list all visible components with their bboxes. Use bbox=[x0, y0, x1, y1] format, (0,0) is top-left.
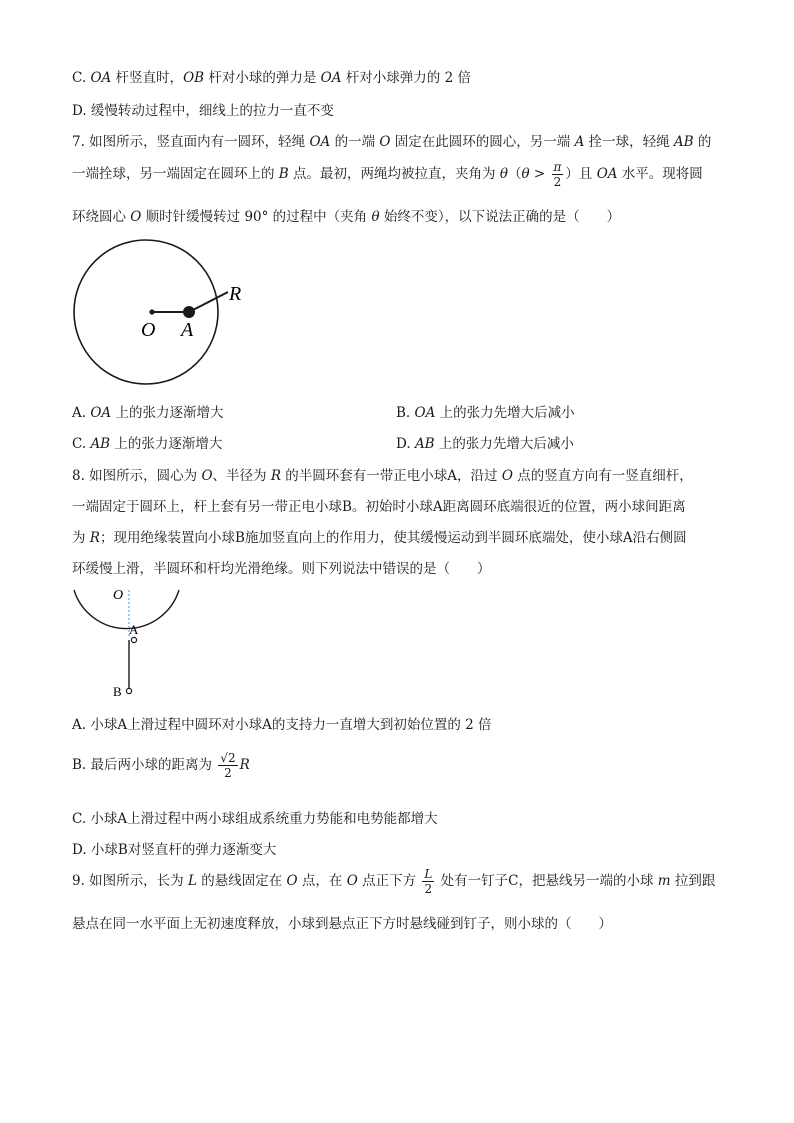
q6-option-c-prefix: C. bbox=[72, 70, 91, 86]
text: 始终不变），以下说法正确的是（ ） bbox=[379, 209, 621, 225]
ball-a bbox=[131, 637, 136, 642]
var-theta: θ bbox=[521, 166, 530, 182]
var-o: O bbox=[201, 468, 213, 484]
text: C. bbox=[72, 436, 91, 452]
q8-stem-line-3 bbox=[72, 526, 687, 546]
q6-option-c bbox=[72, 66, 471, 86]
text: 处有一钉子C，把悬线另一端的小球 bbox=[436, 873, 658, 889]
q8-option-a: A. 小球A上滑过程中圆环对小球A的支持力一直增大到初始位置的 2 倍 bbox=[72, 717, 492, 733]
text: 杆对小球弹力的 2 倍 bbox=[341, 70, 471, 86]
label-o: O bbox=[141, 319, 156, 341]
text: 的一端 bbox=[330, 134, 380, 150]
var-oa: OA bbox=[90, 70, 112, 86]
text: 顺时针缓慢转过 90° 的过程中（夹角 bbox=[141, 209, 372, 225]
text: 上的张力逐渐增大 bbox=[111, 405, 224, 421]
text: 、半径为 bbox=[212, 468, 271, 484]
text: 上的张力逐渐增大 bbox=[110, 436, 223, 452]
ball-b bbox=[126, 688, 131, 693]
text: > bbox=[529, 166, 550, 182]
var-oa: OA bbox=[309, 134, 331, 150]
text: B. 最后两小球的距离为 bbox=[72, 757, 217, 773]
q8-figure-half-ring bbox=[68, 582, 188, 702]
text: 环绕圆心 bbox=[72, 209, 131, 225]
text: 8. 如图所示，圆心为 bbox=[72, 468, 202, 484]
text: ；现用绝缘装置向小球B施加竖直向上的作用力，使其缓慢运动到半圆环底端处，使小球A沿右侧圆 bbox=[99, 530, 687, 546]
text: 的 bbox=[693, 134, 712, 150]
text: B. bbox=[396, 405, 415, 421]
l-over-2-fraction bbox=[422, 868, 434, 895]
denominator: 2 bbox=[553, 175, 562, 189]
label-a: A bbox=[129, 622, 139, 637]
text: 拉到跟 bbox=[670, 873, 716, 889]
var-oa: OA bbox=[90, 405, 112, 421]
q8-stem-line-1 bbox=[72, 464, 693, 484]
var-o: O bbox=[346, 873, 358, 889]
center-point-o bbox=[149, 309, 154, 314]
var-o: O bbox=[501, 468, 513, 484]
denominator: 2 bbox=[224, 766, 232, 780]
pi-over-2-fraction bbox=[552, 161, 564, 188]
text: 点，在 bbox=[297, 873, 347, 889]
text: 点正下方 bbox=[357, 873, 421, 889]
text: 拴一球，轻绳 bbox=[584, 134, 674, 150]
q7-option-b bbox=[396, 401, 575, 421]
var-ab: AB bbox=[673, 134, 694, 150]
var-o: O bbox=[130, 209, 142, 225]
var-ab: AB bbox=[414, 436, 435, 452]
text: 点的竖直方向有一竖直细杆， bbox=[512, 468, 693, 484]
q7-option-d bbox=[396, 432, 574, 452]
q8-stem-line-4: 环缓慢上滑，半圆环和杆均光滑绝缘。则下列说法中错误的是（ ） bbox=[72, 561, 491, 577]
text: D. bbox=[396, 436, 415, 452]
q9-stem-line-2: 悬点在同一水平面上无初速度释放，小球到悬点正下方时悬线碰到钉子，则小球的（ ） bbox=[72, 916, 612, 932]
var-ab: AB bbox=[90, 436, 111, 452]
sqrt2-over-2-fraction bbox=[218, 752, 237, 779]
text: 水平。现将圆 bbox=[617, 166, 703, 182]
var-oa: OA bbox=[596, 166, 618, 182]
text: 一端拴球，另一端固定在圆环上的 bbox=[72, 166, 279, 182]
text: 为 bbox=[72, 530, 90, 546]
label-b: B bbox=[113, 684, 122, 699]
var-a: A bbox=[574, 134, 585, 150]
text: 的半圆环套有一带正电小球A，沿过 bbox=[281, 468, 502, 484]
denominator: 2 bbox=[424, 882, 433, 896]
text: 杆竖直时， bbox=[111, 70, 184, 86]
label-o: O bbox=[113, 588, 124, 603]
q8-option-c: C. 小球A上滑过程中两小球组成系统重力势能和电势能都增大 bbox=[72, 811, 438, 827]
var-r: R bbox=[89, 530, 100, 546]
var-m: m bbox=[657, 873, 671, 889]
half-ring-arc bbox=[74, 590, 179, 629]
q7-stem-line-3 bbox=[72, 205, 620, 225]
q9-stem-line-1 bbox=[72, 868, 715, 895]
text: 7. 如图所示，竖直面内有一圆环，轻绳 bbox=[72, 134, 310, 150]
var-theta: θ bbox=[371, 209, 380, 225]
var-r: R bbox=[270, 468, 282, 484]
ring-circle bbox=[74, 240, 218, 384]
q8-stem-line-2: 一端固定于圆环上，杆上套有另一带正电小球B。初始时小球A距离圆环底端很近的位置，两小球间距离 bbox=[72, 499, 686, 515]
text: 上的张力先增大后减小 bbox=[434, 436, 574, 452]
label-r: R bbox=[229, 283, 242, 305]
text: 的悬线固定在 bbox=[196, 873, 287, 889]
q7-option-c bbox=[72, 432, 222, 452]
q6-option-d: D. 缓慢转动过程中，细线上的拉力一直不变 bbox=[72, 103, 334, 119]
text: （ bbox=[507, 166, 522, 182]
ball-a bbox=[183, 306, 195, 318]
var-r: R bbox=[239, 757, 250, 773]
rope-ab bbox=[189, 292, 228, 312]
numerator: L bbox=[424, 867, 433, 881]
var-theta: θ bbox=[499, 166, 508, 182]
var-b: B bbox=[278, 166, 289, 182]
text: 9. 如图所示，长为 bbox=[72, 873, 188, 889]
var-oa: OA bbox=[414, 405, 436, 421]
text: A. bbox=[72, 405, 91, 421]
var-o: O bbox=[379, 134, 391, 150]
text: 点。最初，两绳均被拉直，夹角为 bbox=[288, 166, 500, 182]
var-ob: OB bbox=[183, 70, 205, 86]
label-a: A bbox=[181, 319, 194, 341]
q7-option-a bbox=[72, 401, 223, 421]
text: ）且 bbox=[565, 166, 597, 182]
var-o: O bbox=[286, 873, 298, 889]
q8-option-b bbox=[72, 752, 250, 779]
numerator: π bbox=[553, 160, 562, 174]
var-oa: OA bbox=[320, 70, 342, 86]
var-l: L bbox=[187, 873, 197, 889]
q8-option-d: D. 小球B对竖直杆的弹力逐渐变大 bbox=[72, 842, 277, 858]
numerator: √2 bbox=[220, 751, 236, 765]
text: 固定在此圆环的圆心，另一端 bbox=[390, 134, 575, 150]
text: 杆对小球的弹力是 bbox=[204, 70, 321, 86]
q7-figure-ring bbox=[68, 236, 248, 396]
q7-stem-line-2 bbox=[72, 161, 703, 188]
q7-stem-line-1 bbox=[72, 130, 711, 150]
text: 上的张力先增大后减小 bbox=[435, 405, 575, 421]
